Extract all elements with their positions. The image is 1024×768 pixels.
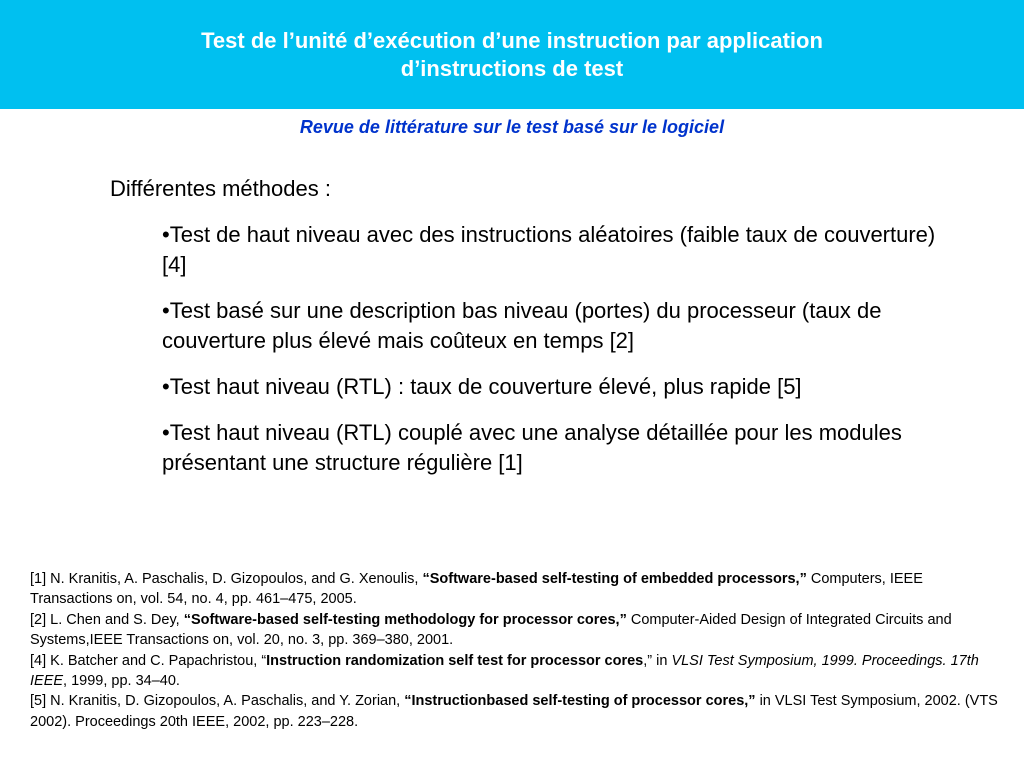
- slide-title-line-1: Test de l’unité d’exécution d’une instruction par application: [201, 27, 823, 53]
- reference-4-venue: VLSI Test Symposium, 1999. Proceedings. 17th IEEE: [30, 652, 979, 690]
- reference-4-authors: [4] K. Batcher and C. Papachristou, “: [30, 652, 267, 669]
- reference-5-authors: [5] N. Kranitis, D. Gizopoulos, A. Paschalis, and Y. Zorian,: [30, 693, 405, 710]
- reference-2: [30, 610, 1000, 651]
- references: [30, 569, 1000, 732]
- reference-1: [30, 569, 1000, 610]
- reference-5-title: “Instructionbased self-testing of processor cores,”: [404, 693, 756, 710]
- method-item: •Test haut niveau (RTL) couplé avec une analyse détaillée pour les modules présentant une structure régulière [1]: [162, 420, 902, 475]
- method-item: •Test basé sur une description bas niveau (portes) du processeur (taux de couverture plus élevé mais coûteux en temps [2]: [162, 298, 882, 353]
- reference-1-title: “Software-based self-testing of embedded processors,”: [422, 571, 807, 587]
- method-item: •Test haut niveau (RTL) : taux de couverture élevé, plus rapide [5]: [162, 374, 802, 399]
- methods-intro: Différentes méthodes :: [110, 176, 331, 201]
- reference-1-source: Computers, IEEE Transactions on, vol. 54, no. 4, pp. 461–475, 2005.: [30, 571, 923, 608]
- reference-1-authors: [1] N. Kranitis, A. Paschalis, D. Gizopoulos, and G. Xenoulis,: [30, 571, 423, 587]
- slide-subtitle: Revue de littérature sur le test basé sur le logiciel: [299, 117, 725, 137]
- methods-list: [162, 220, 952, 494]
- reference-2-title: “Software-based self-testing methodology for processor cores,”: [183, 611, 627, 628]
- reference-5: [30, 691, 1000, 732]
- slide-title-bar: [0, 0, 1024, 109]
- slide-title-line-2: d’instructions de test: [400, 55, 624, 81]
- method-item: •Test de haut niveau avec des instructions aléatoires (faible taux de couverture) [4]: [162, 222, 936, 277]
- reference-2-source: Computer-Aided Design of Integrated Circuits and Systems,IEEE Transactions on, vol. 20, no. 3, pp. 369–380, 2001.: [30, 611, 952, 649]
- reference-4-source: , 1999, pp. 34–40.: [63, 673, 180, 690]
- reference-2-authors: [2] L. Chen and S. Dey,: [30, 611, 184, 628]
- reference-4-title: Instruction randomization self test for processor cores: [266, 652, 644, 669]
- reference-5-source: in VLSI Test Symposium, 2002. (VTS 2002). Proceedings 20th IEEE, 2002, pp. 223–228.: [30, 693, 998, 730]
- reference-4-connector: ,” in: [643, 652, 672, 669]
- reference-4: [30, 651, 1000, 692]
